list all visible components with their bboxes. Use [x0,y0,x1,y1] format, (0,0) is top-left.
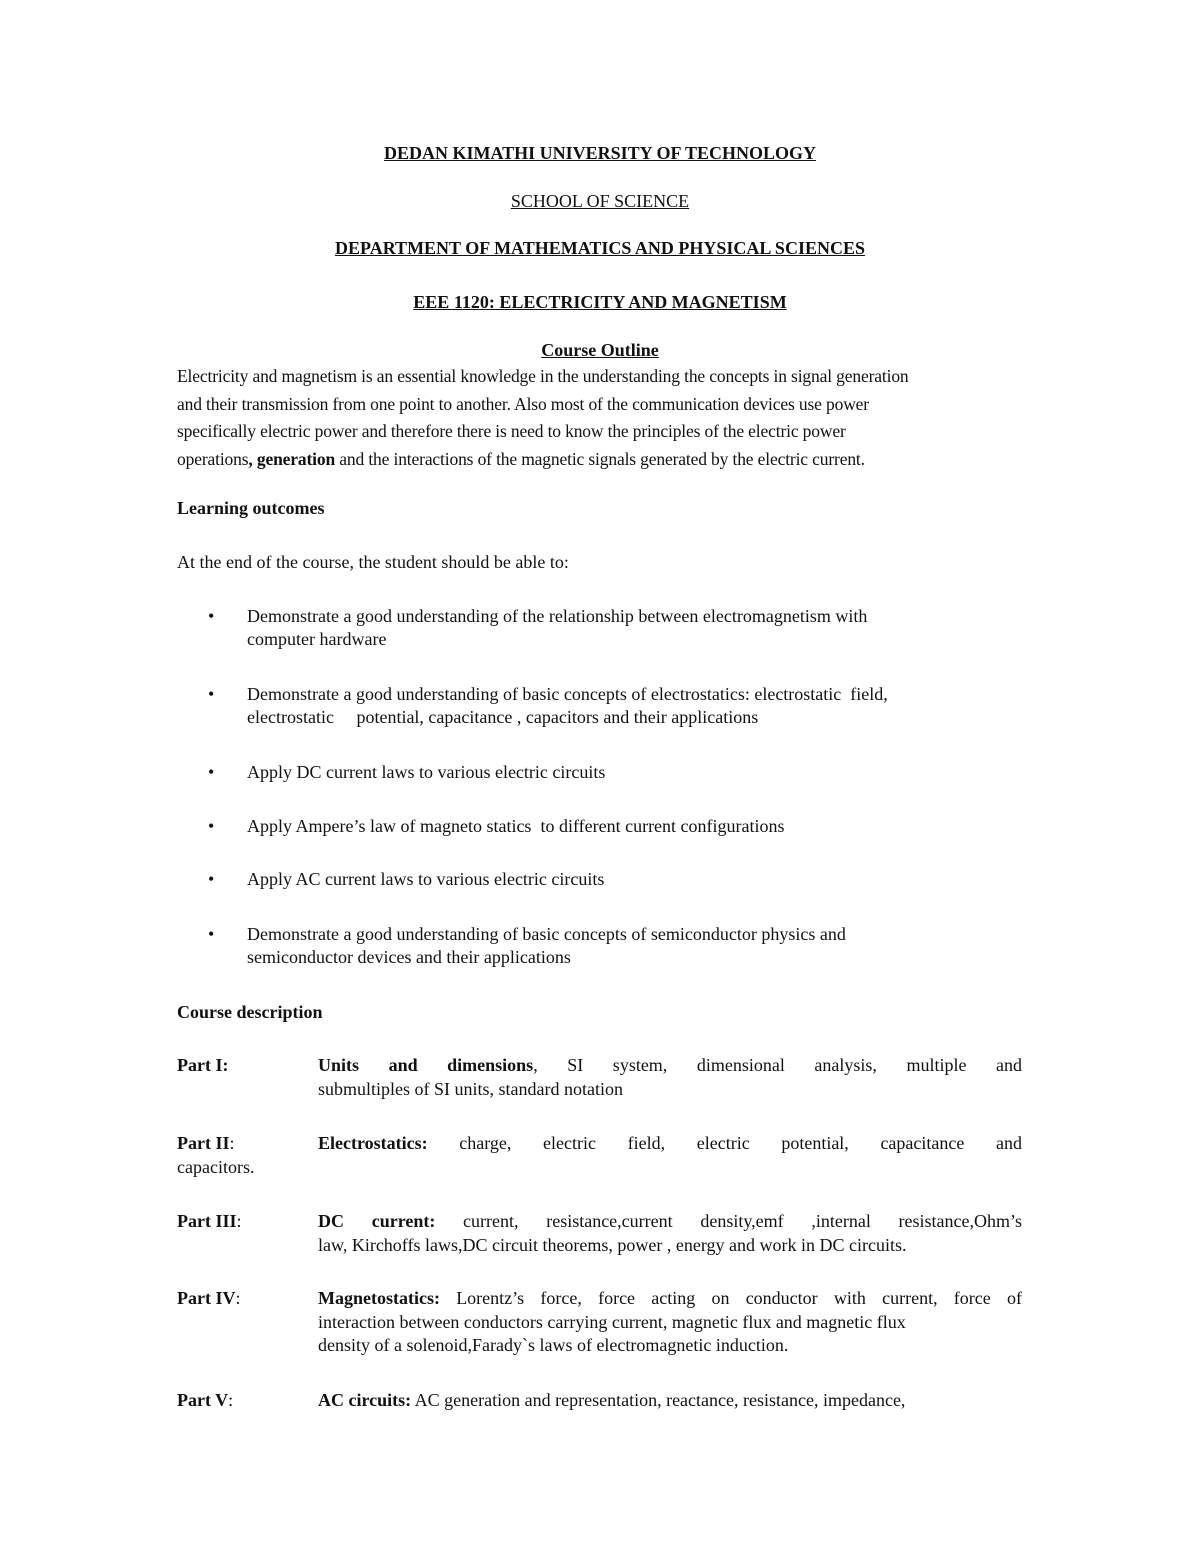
list-item-text: Apply Ampere’s law of magneto statics to different current configurations [247,816,785,836]
outline-text: and the interactions of the magnetic signals generated by the electric current. [335,448,865,469]
list-item-text: Apply DC current laws to various electric circuits [247,762,606,782]
part-label [177,1287,241,1311]
part-topic: Magnetostatics: [318,1288,440,1308]
bullet-marker: • [208,869,215,889]
learning-outcomes-title: Learning outcomes [177,498,325,518]
outline-line: and their transmission from one point to another. Also most of the communication devices use power [177,393,869,414]
part-topic: DC current: [318,1211,436,1231]
course-description-title: Course description [177,1002,323,1022]
part-detail: AC generation and representation, reactance, resistance, impedance, [411,1390,906,1410]
outline-line: Electricity and magnetism is an essential knowledge in the understanding the concepts in signal generation [177,366,909,386]
part-text: density of a solenoid,Farady`s laws of electromagnetic induction. [318,1335,789,1355]
part-label [177,1210,242,1234]
list-item-text: electrostatic potential, capacitance , capacitors and their applications [247,707,759,727]
part-label-text: Part II [177,1133,230,1153]
part-label-colon: : [235,1288,241,1308]
part-label-text: Part V [177,1390,229,1410]
part-text [318,1132,1022,1156]
part-topic: AC circuits: [318,1390,412,1410]
outline-text: operations [177,448,249,469]
outline-line: specifically electric power and therefore there is need to know the principles of the electric power [177,421,846,441]
part-topic: Units and dimensions [318,1055,534,1075]
bullet-marker: • [208,684,215,704]
part-text [318,1210,1022,1234]
bullet-marker: • [208,762,215,782]
part-text: capacitors. [177,1156,255,1177]
list-item-text: Demonstrate a good understanding of basic concepts of electrostatics: electrostatic field, [247,684,888,704]
part-detail: , SI system, dimensional analysis, multiple and [533,1055,1023,1075]
bullet-marker: • [208,606,215,626]
part-label-text: Part III [177,1211,237,1231]
department-title: DEPARTMENT OF MATHEMATICS AND PHYSICAL SCIENCES [335,238,865,258]
part-text [318,1287,1022,1311]
part-detail: Lorentz’s force, force acting on conductor with current, force of [439,1288,1022,1308]
part-label [177,1132,235,1156]
part-text: law, Kirchoffs laws,DC circuit theorems, power , energy and work in DC circuits. [318,1234,907,1255]
outline-line [177,446,1027,474]
list-item-text: computer hardware [247,629,387,649]
part-text [318,1389,1022,1413]
list-item-text: Demonstrate a good understanding of the relationship between electromagnetism with [247,606,868,626]
part-label-text: Part IV [177,1288,236,1308]
part-label: Part I: [177,1055,229,1075]
university-title: DEDAN KIMATHI UNIVERSITY OF TECHNOLOGY [383,143,817,163]
part-detail: charge, electric field, electric potential, capacitance and [427,1133,1022,1153]
bullet-marker: • [208,924,215,944]
list-item-text: semiconductor devices and their applications [247,947,571,967]
course-title: EEE 1120: ELECTRICITY AND MAGNETISM [413,292,787,312]
part-detail: current, resistance,current density,emf ,internal resistance,Ohm’s [435,1211,1023,1231]
list-item-text: Demonstrate a good understanding of basic concepts of semiconductor physics and [247,924,846,944]
part-label [177,1389,233,1413]
part-text [318,1054,1022,1078]
part-text: interaction between conductors carrying current, magnetic flux and magnetic flux [318,1311,906,1332]
school-title: SCHOOL OF SCIENCE [510,191,690,211]
learning-outcomes-intro: At the end of the course, the student should be able to: [177,552,569,572]
list-item-text: Apply AC current laws to various electric circuits [247,869,605,889]
outline-emphasis: , generation [248,448,336,469]
bullet-marker: • [208,816,215,836]
part-text: submultiples of SI units, standard notation [318,1078,623,1099]
part-label-colon: : [236,1211,242,1231]
part-label-colon: : [228,1390,234,1410]
part-topic: Electrostatics: [318,1133,428,1153]
outline-paragraph [177,363,1027,473]
outline-heading: Course Outline [541,340,659,360]
part-label-colon: : [229,1133,235,1153]
